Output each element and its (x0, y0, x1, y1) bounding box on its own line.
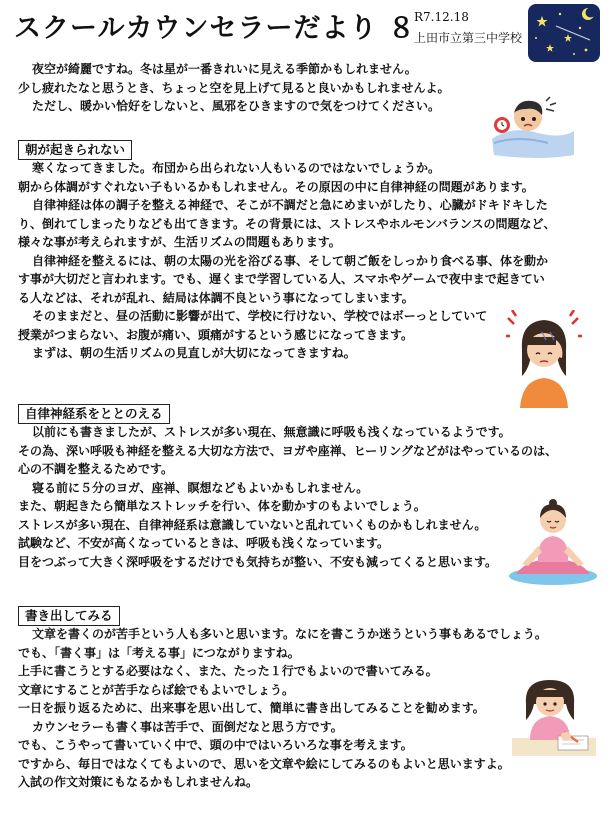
body-line: 様々な事が考えられますが、生活リズムの問題もあります。 (18, 235, 341, 249)
body-line: そのままだと、昼の活動に影響が出て、学校に行けない、学校ではボーっとしていて (32, 309, 488, 323)
body-line: カウンセラーも書く事は苦手で、面倒だなと思う方です。 (32, 719, 343, 734)
body-line: 心の不調を整えるためです。 (18, 462, 174, 476)
headache-girl-illustration (506, 310, 582, 410)
body-line: 試験など、不安が高くなっているときは、呼吸も浅くなっています。 (18, 536, 390, 550)
body-line: 自律神経を整えるには、朝の太陽の光を浴びる事、そして朝ご飯をしっかり食べる事、体を動か (32, 253, 549, 268)
sleepy-child-illustration (488, 95, 576, 161)
body-line: 上手に書こうとする必要はなく、また、たった１行でもよいので書いてみる。 (18, 664, 438, 678)
body-line: その為、深い呼吸も神経を整える大切な方法で、ヨガや座禅、ヒーリングなどがはやっているのは、 (18, 443, 558, 458)
page-title: スクールカウンセラーだより ８ (14, 13, 416, 44)
section-heading-writing: 書き出してみる (18, 606, 120, 626)
issue-date: R7.12.18 (414, 10, 469, 24)
intro-line: 少し疲れたなと思うとき、ちょっと空を見上げて見ると良いかもしれませんよ。 (18, 80, 450, 95)
body-line: 文章にすることが苦手ならば絵でもよいでしょう。 (18, 682, 295, 697)
body-line: また、朝起きたら簡単なストレッチを行い、体を動かすのもよいでしょう。 (18, 499, 426, 513)
section-heading-morning: 朝が起きられない (18, 140, 132, 160)
meditating-girl-illustration (506, 498, 600, 586)
intro-line: ただし、暖かい恰好をしないと、風邪をひきますので気をつけてください。 (32, 99, 441, 113)
body-line: でも、「書く事」は「考える事」につながりますね。 (18, 645, 300, 660)
body-line: 一日を振り返るために、出来事を思い出して、簡単に書き出してみることを勧めます。 (18, 701, 485, 715)
body-line: まずは、朝の生活リズムの見直しが大切になってきますね。 (32, 346, 356, 360)
body-line: 入試の作文対策にもなるかもしれませんね。 (18, 775, 259, 789)
body-line: 目をつぶって大きく深呼吸をするだけでも気持ちが整い、不安も減ってくると思います。 (18, 554, 498, 569)
body-line: 文章を書くのが苦手という人も多いと思います。なにを書こうか迷うという事もあるでしょう。 (32, 627, 547, 641)
body-line: 授業がつまらない、お腹が痛い、頭痛がするという感じになってきます。 (18, 327, 414, 342)
body-line: でも、こうやって書いていく中で、頭の中ではいろいろな事を考えます。 (18, 738, 413, 752)
body-line: り、倒れてしまったりなども出てきます。その背景には、ストレスやホルモンバランスの問題など、 (18, 216, 556, 231)
starry-sky-illustration (528, 4, 600, 62)
body-line: す事が大切だと言われます。でも、遅くまで学習している人、スマホやゲームで夜中まで起きてい (18, 272, 545, 286)
body-line: ですから、毎日ではなくてもよいので、思いを文章や絵にしてみるのもよいと思いますよ。 (18, 756, 510, 771)
body-line: 以前にも書きましたが、ストレスが多い現在、無意識に呼吸も浅くなっているようです。 (32, 425, 511, 439)
section-heading-autonomic: 自律神経系をととのえる (18, 404, 170, 424)
body-line: 寝る前に５分のヨガ、座禅、瞑想などもよいかもしれません。 (32, 480, 369, 495)
body-line: る人などは、それが乱れ、結局は体調不良という事になってしまいます。 (18, 290, 414, 305)
body-line: 寒くなってきました。布団から出られない人もいるのではないでしょうか。 (32, 161, 441, 175)
school-name: 上田市立第三中学校 (414, 31, 523, 45)
section-body-writing (18, 625, 593, 792)
writing-girl-illustration (512, 676, 596, 756)
body-line: 朝から体調がすぐれない子もいるかもしれません。その原因の中に自律神経の問題があります。 (18, 179, 534, 194)
intro-line: 夜空が綺麗ですね。冬は星が一番きれいに見える季節かもしれません。 (32, 62, 417, 76)
body-line: ストレスが多い現在、自律神経系は意識していないと乱れていくものかもしれません。 (18, 517, 487, 532)
body-line: 自律神経は体の調子を整える神経で、そこが不調だと急にめまいがしたり、心臓がドキドキした (32, 198, 548, 212)
